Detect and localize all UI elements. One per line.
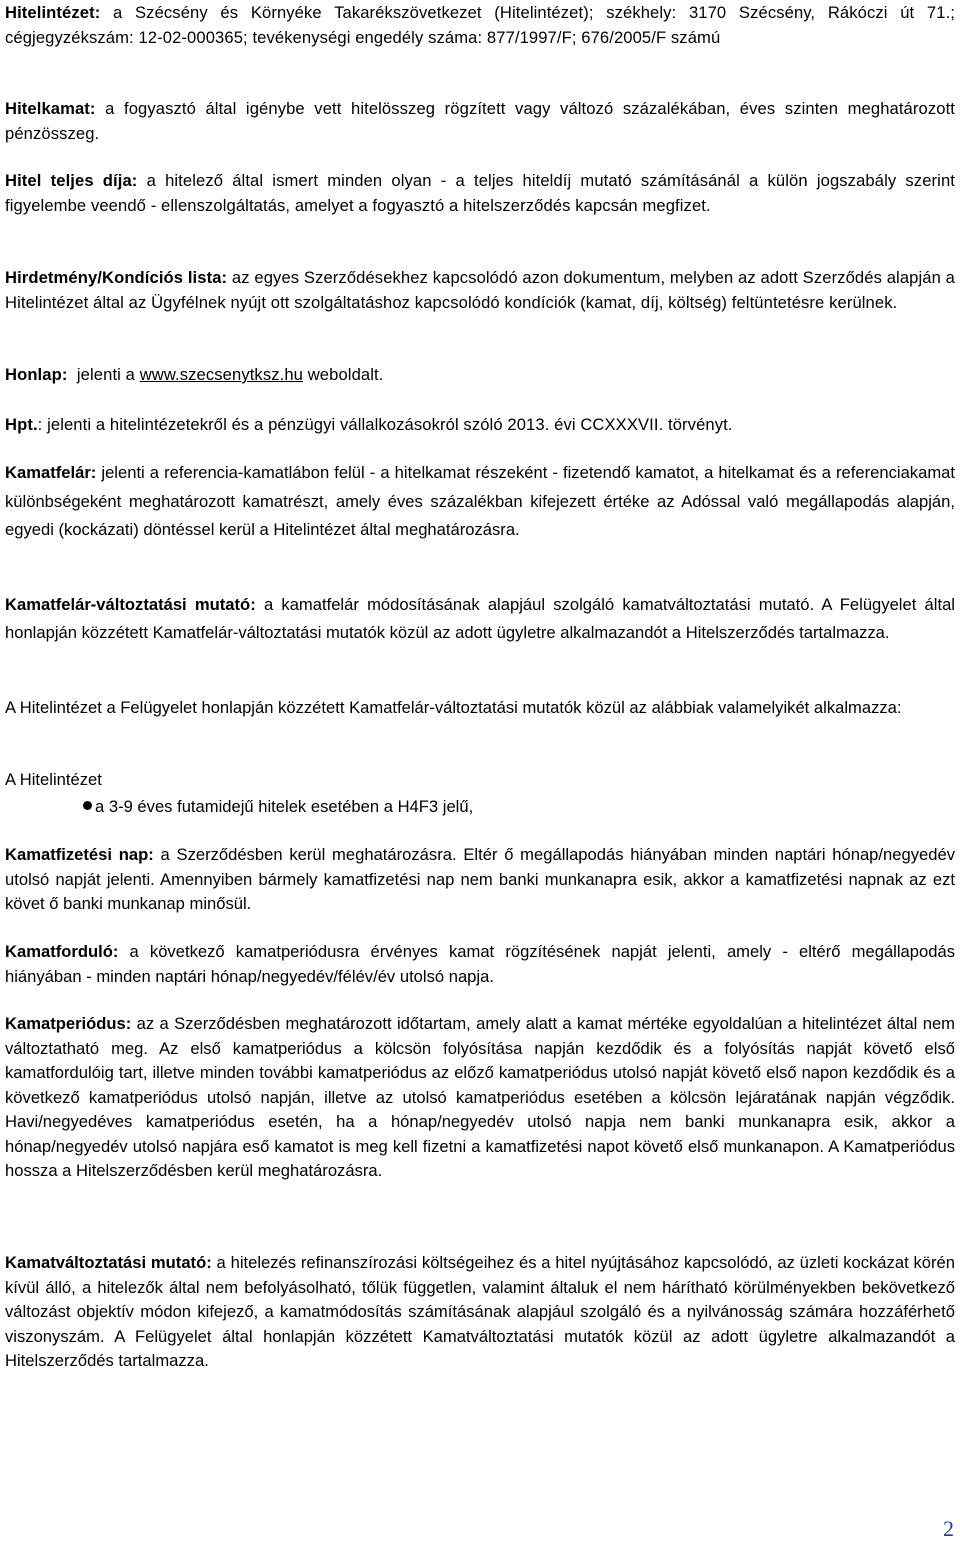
definition-kamatfelar — [5, 459, 955, 545]
term-honlap: Honlap: — [5, 365, 68, 384]
definition-hitelkamat — [5, 96, 955, 146]
definition-text: a következő kamatperiódusra érvényes kamat rögzítésének napját jelenti, amely - eltérő megállapodás hiányában - minden naptári hónap/negyedév/félév/év utolsó napja. — [5, 942, 955, 986]
definition-text: a fogyasztó által igénybe vett hitelösszeg rögzített vagy változó százalékában, éves szinten meghatározott pénzösszeg. — [5, 99, 955, 143]
definition-kamatvaltoztatasi-mutato — [5, 1251, 955, 1374]
definition-text: : jelenti a hitelintézetekről és a pénzügyi vállalkozásokról szóló 2013. évi CCXXXVII. törvényt. — [37, 415, 733, 434]
definition-kamatfizetesi-nap — [5, 843, 955, 917]
definition-hitel-teljes-dija — [5, 168, 955, 218]
term-kamatfordulo: Kamatforduló: — [5, 942, 119, 961]
definition-text: a Szerződésben kerül meghatározásra. Eltér ő megállapodás hiányában minden naptári hónap/negyedév utolsó napját jelenti. Amennyiben bármely kamatfizetési nap nem banki munkanapra esik, akkor a kamatfizetési napnak az ezt követ ő banki munkanap minősül. — [5, 845, 955, 913]
definition-text: az egyes Szerződésekhez kapcsolódó azon dokumentum, melyben az adott Szerződés alapján a Hitelintézet által az Ügyfélnek nyújt ott szolgáltatáshoz kapcsolódó kondíciók (kamat, díj, költség) feltüntetésre kerülnek. — [5, 268, 955, 312]
definition-kamatfelar-valtoztatasi — [5, 591, 955, 647]
definition-text: a Szécsény és Környéke Takarékszövetkezet (Hitelintézet); székhely: 3170 Szécsény, Rákóczi út 71.; cégjegyzékszám: 12-02-000365; tevékenységi engedély száma: 877/1997/F; 676/2005/F számú — [5, 3, 955, 47]
term-kamatvaltoztatasi-mutato: Kamatváltoztatási mutató: — [5, 1253, 212, 1272]
bullet-list-item — [5, 794, 955, 819]
definition-text: weboldalt. — [303, 365, 384, 384]
definition-text: a kamatfelár módosításának alapjául szolgáló kamatváltoztatási mutató. A Felügyelet által honlapján közzétett Kamatfelár-változtatási mutatók közül az adott ügyletre alkalmazandót a Hitelszerződés tartalmazza. — [5, 595, 955, 642]
paragraph-text: A Hitelintézet — [5, 770, 102, 789]
paragraph-hitelintezet-alkalmazza — [5, 696, 955, 721]
term-hitelintezet: Hitelintézet: — [5, 3, 101, 22]
website-link[interactable]: www.szecsenytksz.hu — [139, 365, 303, 384]
term-hitelkamat: Hitelkamat: — [5, 99, 96, 118]
definition-kamatfordulo — [5, 940, 955, 989]
definition-honlap — [5, 362, 955, 387]
definition-text: jelenti a — [67, 365, 140, 384]
term-hitel-teljes-dija: Hitel teljes díja: — [5, 171, 138, 190]
definition-hpt — [5, 412, 955, 437]
paragraph-a-hitelintezet — [5, 768, 955, 793]
definition-text: jelenti a referencia-kamatlábon felül - a hitelkamat részeként - fizetendő kamatot, a hitelkamat és a referenciakamat különbségeként meghatározott kamatrészt, amely éves százalékban kifejezett értéke az Adóssal való megállapodás alapján, egyedi (kockázati) döntéssel kerül a Hitelintézet által meghatározásra. — [5, 463, 955, 539]
definition-hitelintezet — [5, 0, 955, 50]
term-kamatfelar-valtoztatasi: Kamatfelár-változtatási mutató: — [5, 595, 256, 614]
bullet-text: a 3-9 éves futamidejű hitelek esetében a H4F3 jelű, — [95, 797, 474, 816]
definition-kamatperiodus — [5, 1012, 955, 1184]
term-hpt: Hpt. — [5, 415, 38, 434]
bullet-icon — [83, 801, 92, 810]
page-number: 2 — [943, 1516, 954, 1541]
term-kamatperiodus: Kamatperiódus: — [5, 1014, 132, 1033]
definition-text: a hitelező által ismert minden olyan - a teljes hiteldíj mutató számításánál a külön jogszabály szerint figyelembe veendő - ellenszolgáltatás, amelyet a fogyasztó a hitelszerződés kapcsán megfizet. — [5, 171, 955, 215]
term-kamatfelar: Kamatfelár: — [5, 463, 97, 482]
definition-hirdetmeny — [5, 265, 955, 315]
paragraph-text: A Hitelintézet a Felügyelet honlapján közzétett Kamatfelár-változtatási mutatók közül az alábbiak valamelyikét alkalmazza: — [5, 698, 902, 717]
definition-text: a hitelezés refinanszírozási költségeihez és a hitel nyújtásához kapcsolódó, az üzleti kockázat körén kívül álló, a hitelezők által nem befolyásolható, tőlük független, valamint általuk el nem hárítható körülményekben bekövetkező változást objektív módon kifejező, a kamatmódosítás számításának alapjául szolgáló és a nyilvánosság számára hozzáférhető viszonyszám. A Felügyelet által honlapján közzétett Kamatváltoztatási mutatók közül az adott ügyletre alkalmazandót a Hitelszerződés tartalmazza. — [5, 1253, 955, 1370]
term-kamatfizetesi-nap: Kamatfizetési nap: — [5, 845, 154, 864]
definition-text: az a Szerződésben meghatározott időtartam, amely alatt a kamat mértéke egyoldalúan a hitelintézet által nem változtatható meg. Az első kamatperiódus a kölcsön folyósítása napján kezdődik és a folyósítás napját követő első kamatfordulóig tart, illetve minden további kamatperiódus az előző kamatperiódus utolsó napját követő első napon kezdődik és a következő kamatperiódus utolsó napján, illetve az utolsó kamatperiódus esetében a kölcsön lejáratának napján végződik. Havi/negyedéves kamatperiódus esetén, ha a hónap/negyedév utolsó napja nem banki munkanapra esik, akkor a hónap/negyedév utolsó napjára eső kamatot is meg kell fizetni a kamatfizetési napot követő első munkanapon. A Kamatperiódus hossza a Hitelszerződésben kerül meghatározásra. — [5, 1014, 955, 1180]
term-hirdetmeny: Hirdetmény/Kondíciós lista: — [5, 268, 228, 287]
